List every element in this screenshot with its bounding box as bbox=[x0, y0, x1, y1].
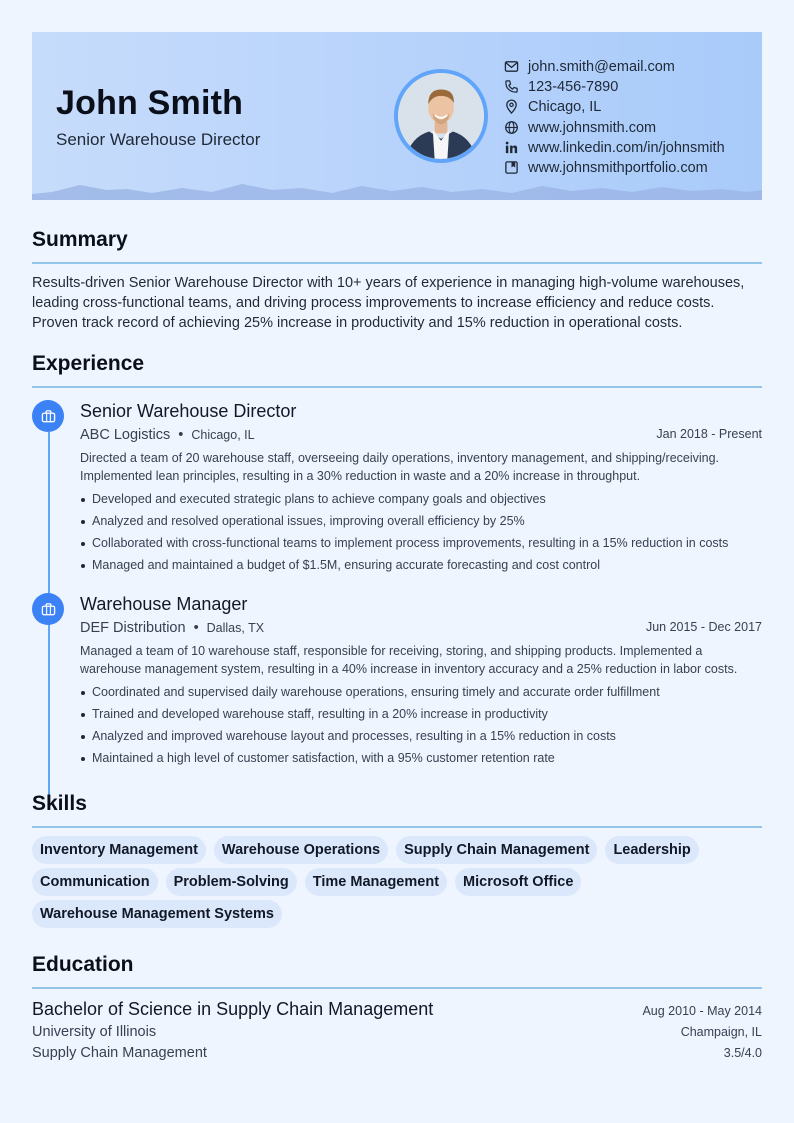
job-bullet: Trained and developed warehouse staff, resulting in a 20% increase in productivity bbox=[80, 703, 762, 725]
skill-chip: Supply Chain Management bbox=[396, 836, 597, 864]
skills-list bbox=[32, 836, 762, 932]
skill-chip: Time Management bbox=[305, 868, 447, 896]
job-meta bbox=[80, 427, 762, 443]
job-bullet: Coordinated and supervised daily warehouse operations, ensuring timely and accurate order fulfillment bbox=[80, 681, 762, 703]
education-gpa: 3.5/4.0 bbox=[723, 1046, 762, 1060]
contact-email[interactable] bbox=[504, 57, 725, 77]
education-degree-row bbox=[32, 999, 762, 1020]
job-title: Warehouse Manager bbox=[80, 594, 248, 614]
education-heading: Education bbox=[32, 953, 762, 989]
education-dates: Aug 2010 - May 2014 bbox=[642, 1004, 762, 1018]
job-meta bbox=[80, 620, 762, 636]
resume-header bbox=[32, 32, 762, 200]
job-bullet: Managed and maintained a budget of $1.5M, ensuring accurate forecasting and cost control bbox=[80, 554, 762, 576]
job-company-line bbox=[80, 620, 264, 636]
job-badge bbox=[32, 400, 64, 432]
summary-text: Results-driven Senior Warehouse Director with 10+ years of experience in managing high-volume warehouses, leading cross-functional teams, and driving process improvements to increase efficiency and reduce costs. Proven track record of achieving 25% increase in productivity and 15% reduction in operational costs. bbox=[32, 275, 745, 331]
contact-website[interactable] bbox=[504, 118, 725, 138]
phone-icon bbox=[504, 79, 520, 95]
job-location: Chicago, IL bbox=[191, 428, 255, 442]
job-content bbox=[80, 593, 762, 769]
job-location: Dallas, TX bbox=[206, 621, 265, 635]
job-title: Senior Warehouse Director bbox=[80, 401, 297, 421]
contact-list bbox=[504, 57, 725, 178]
job-bullet: Developed and executed strategic plans to achieve company goals and objectives bbox=[80, 488, 762, 510]
skill-chip: Warehouse Operations bbox=[214, 836, 388, 864]
skill-chip: Leadership bbox=[605, 836, 698, 864]
job-dates: Jun 2015 - Dec 2017 bbox=[645, 620, 762, 634]
education-degree: Bachelor of Science in Supply Chain Management bbox=[32, 999, 434, 1019]
separator-dot: • bbox=[193, 620, 199, 636]
portfolio-icon bbox=[504, 160, 520, 176]
education-section bbox=[32, 953, 762, 1061]
contact-portfolio[interactable] bbox=[504, 158, 725, 178]
contact-email-text: john.smith@email.com bbox=[528, 59, 675, 76]
job-bullets bbox=[80, 681, 762, 769]
skill-chip: Problem-Solving bbox=[166, 868, 297, 896]
contact-location bbox=[504, 97, 725, 117]
job-description: Managed a team of 10 warehouse staff, responsible for receiving, storing, and shipping products. Implemented a warehouse management system, resulting in a 40% increase in inventory accuracy and a 25% reduction in labor costs. bbox=[80, 644, 738, 676]
separator-dot: • bbox=[178, 427, 184, 443]
education-location: Champaign, IL bbox=[680, 1025, 762, 1039]
globe-icon bbox=[504, 120, 520, 136]
briefcase-icon bbox=[41, 409, 56, 424]
linkedin-icon bbox=[504, 140, 520, 156]
skills-section bbox=[32, 792, 762, 932]
skill-chip: Microsoft Office bbox=[455, 868, 581, 896]
education-school: University of Illinois bbox=[32, 1024, 157, 1040]
avatar bbox=[394, 69, 488, 163]
contact-linkedin[interactable] bbox=[504, 138, 725, 158]
job-company: ABC Logistics bbox=[80, 427, 171, 443]
mail-icon bbox=[504, 59, 520, 75]
location-pin-icon bbox=[504, 99, 520, 115]
skills-heading: Skills bbox=[32, 792, 762, 828]
job-company-line bbox=[80, 427, 255, 443]
job-bullet: Collaborated with cross-functional teams to implement process improvements, resulting in a 15% reduction in costs bbox=[80, 532, 762, 554]
job-bullet: Analyzed and improved warehouse layout and processes, resulting in a 15% reduction in costs bbox=[80, 725, 762, 747]
contact-website-text: www.johnsmith.com bbox=[528, 119, 657, 136]
profile-photo bbox=[398, 73, 484, 159]
experience-heading: Experience bbox=[32, 352, 762, 388]
education-school-row bbox=[32, 1024, 762, 1040]
skill-chip: Inventory Management bbox=[32, 836, 206, 864]
job-company: DEF Distribution bbox=[80, 620, 186, 636]
job-bullet: Maintained a high level of customer satisfaction, with a 95% customer retention rate bbox=[80, 747, 762, 769]
job-content bbox=[80, 400, 762, 576]
summary-heading: Summary bbox=[32, 228, 762, 264]
contact-portfolio-text: www.johnsmithportfolio.com bbox=[528, 160, 708, 177]
education-field: Supply Chain Management bbox=[32, 1045, 207, 1061]
experience-section bbox=[32, 352, 762, 765]
briefcase-icon bbox=[41, 602, 56, 617]
contact-linkedin-text: www.linkedin.com/in/johnsmith bbox=[528, 139, 725, 156]
job-bullets bbox=[80, 488, 762, 576]
header-mountain-decoration bbox=[32, 180, 762, 200]
job-badge bbox=[32, 593, 64, 625]
job-dates: Jan 2018 - Present bbox=[656, 427, 762, 441]
contact-phone[interactable] bbox=[504, 77, 725, 97]
summary-section bbox=[32, 228, 762, 333]
education-field-row bbox=[32, 1045, 762, 1061]
candidate-name: John Smith bbox=[56, 84, 244, 122]
resume-page bbox=[32, 32, 762, 1061]
skill-chip: Warehouse Management Systems bbox=[32, 900, 282, 928]
candidate-title: Senior Warehouse Director bbox=[56, 130, 261, 149]
skill-chip: Communication bbox=[32, 868, 158, 896]
contact-phone-text: 123-456-7890 bbox=[528, 79, 619, 96]
job-description: Directed a team of 20 warehouse staff, overseeing daily operations, inventory management, and shipping/receiving. Implemented lean principles, resulting in a 30% reduction in waste and a 20% increase in throughput. bbox=[80, 451, 720, 483]
job-bullet: Analyzed and resolved operational issues, improving overall efficiency by 25% bbox=[80, 510, 762, 532]
contact-location-text: Chicago, IL bbox=[528, 99, 602, 116]
